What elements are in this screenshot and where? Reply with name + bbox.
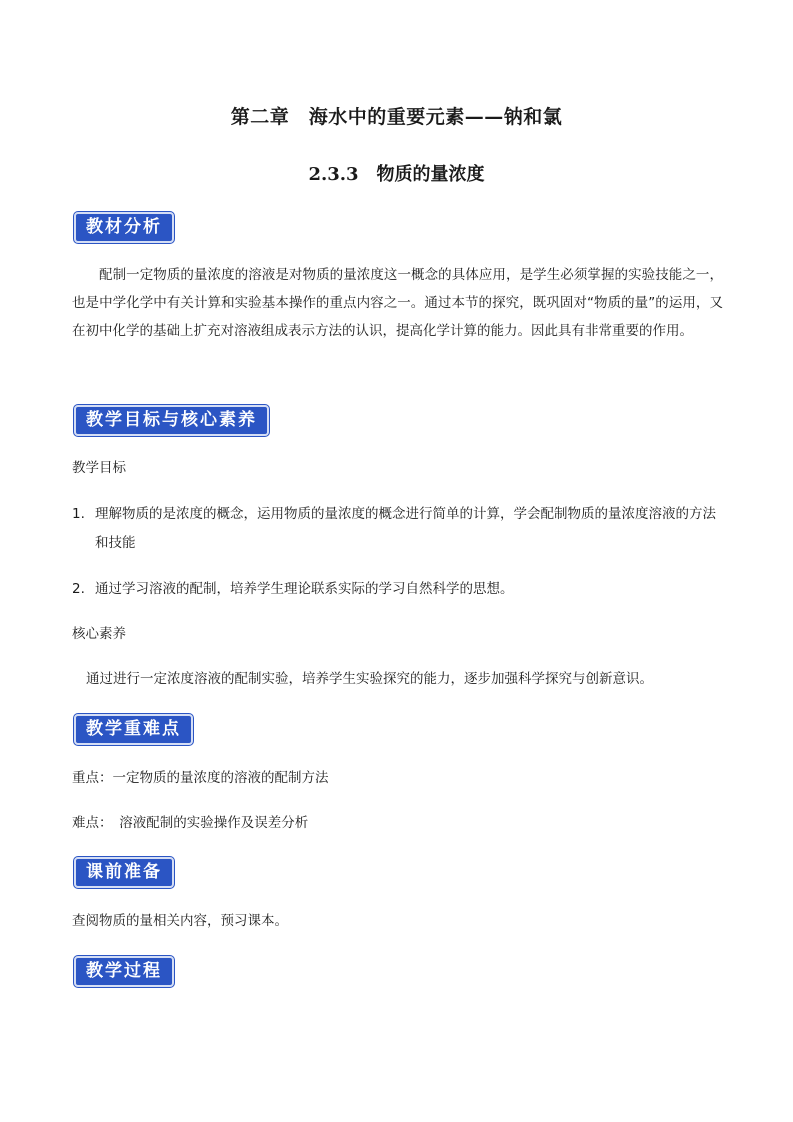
goal-item-2: [72, 575, 723, 604]
analysis-paragraph: 配制一定物质的量浓度的溶液是对物质的量浓度这一概念的具体应用，是学生必须掌握的实验技能之一，也是中学化学中有关计算和实验基本操作的重点内容之一。通过本节的探究，既巩固对“物质的量”的运用，又在初中化学的基础上扩充对溶液组成表示方法的认识，提高化学计算的能力。因此具有非常重要的作用。: [72, 267, 723, 339]
goal-item-text: 理解物质的是浓度的概念，运用物质的量浓度的概念进行简单的计算，学会配制物质的量浓度溶液的方法和技能: [95, 506, 716, 551]
analysis-badge: 教材分析: [74, 212, 174, 243]
difficult-point-text: 难点： 溶液配制的实验操作及误差分析: [72, 815, 309, 831]
goal-item-number: 1.: [72, 506, 85, 522]
key-points-badge: 教学重难点: [74, 714, 193, 745]
core-text: 通过进行一定浓度溶液的配制实验，培养学生实验探究的能力，逐步加强科学探究与创新意识。: [86, 671, 653, 687]
preparation-badge: 课前准备: [74, 857, 174, 888]
process-badge: 教学过程: [74, 956, 174, 987]
core-heading: 核心素养: [72, 626, 126, 642]
preparation-text: 查阅物质的量相关内容，预习课本。: [72, 913, 288, 929]
goal-item-number: 2.: [72, 581, 85, 597]
goal-item-text: 通过学习溶液的配制，培养学生理论联系实际的学习自然科学的思想。: [95, 581, 514, 597]
goals-badge: 教学目标与核心素养: [74, 405, 269, 436]
chapter-title: 第二章 海水中的重要元素——钠和氯: [230, 106, 563, 128]
goal-item-1: [72, 500, 723, 558]
key-point-text: 重点：一定物质的量浓度的溶液的配制方法: [72, 770, 329, 786]
section-title: 2.3.3 物质的量浓度: [308, 164, 485, 185]
goals-heading: 教学目标: [72, 460, 126, 476]
